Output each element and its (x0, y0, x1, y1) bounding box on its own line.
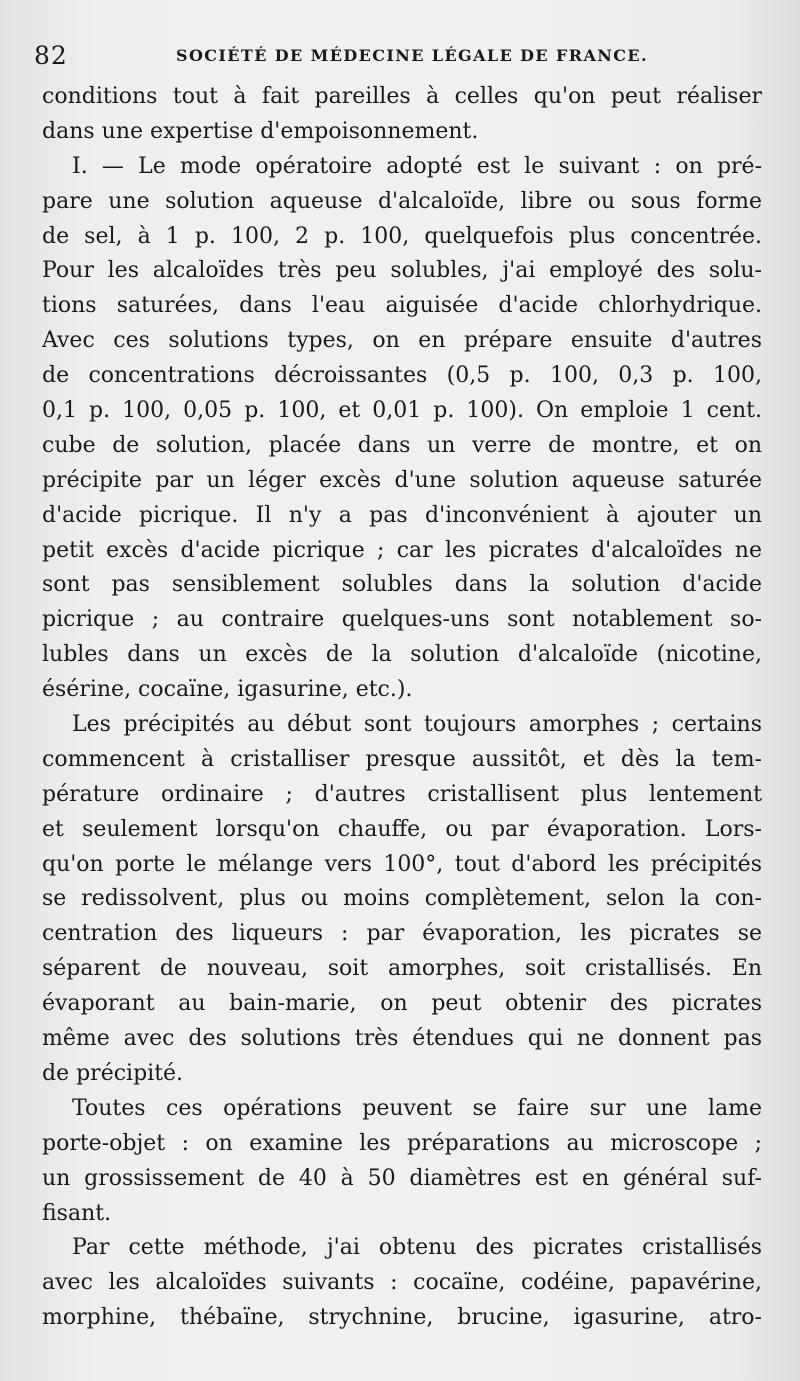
text-line: séparent de nouveau, soit amorphes, soit cristallisés. En (42, 956, 762, 982)
text-line: d'acide picrique. Il n'y a pas d'inconvénient à ajouter un (42, 502, 762, 528)
text-line: Avec ces solutions types, on en prépare ensuite d'autres (42, 328, 762, 354)
body-text (42, 80, 762, 1336)
text-line: de précipité. (42, 1060, 184, 1086)
text-line: de sel, à 1 p. 100, 2 p. 100, quelquefois plus concentrée. (42, 223, 762, 249)
text-line: même avec des solutions très étendues qui ne donnent pas (42, 1026, 762, 1052)
text-line: morphine, thébaïne, strychnine, brucine, igasurine, atro- (42, 1305, 762, 1331)
text-line: lubles dans un excès de la solution d'alcaloïde (nicotine, (42, 642, 762, 668)
text-line: précipite par un léger excès d'une solution aqueuse saturée (42, 467, 762, 493)
text-line: pare une solution aqueuse d'alcaloïde, libre ou sous forme (42, 188, 762, 214)
text-line: commencent à cristalliser presque aussitôt, et dès la tem- (42, 746, 762, 772)
text-line: 0,1 p. 100, 0,05 p. 100, et 0,01 p. 100). On emploie 1 cent. (42, 398, 762, 424)
text-line: centration des liqueurs : par évaporation, les picrates se (42, 921, 762, 947)
text-line: Par cette méthode, j'ai obtenu des picrates cristallisés (72, 1235, 762, 1261)
text-line: picrique ; au contraire quelques-uns sont notablement so- (42, 607, 762, 633)
running-head: SOCIÉTÉ DE MÉDECINE LÉGALE DE FRANCE. (176, 46, 648, 65)
text-line: ésérine, cocaïne, igasurine, etc.). (42, 677, 413, 703)
text-line: un grossissement de 40 à 50 diamètres est en général suf- (42, 1165, 762, 1191)
text-line: qu'on porte le mélange vers 100°, tout d'abord les précipités (42, 851, 762, 877)
text-line: Toutes ces opérations peuvent se faire sur une lame (72, 1095, 762, 1121)
text-line: Pour les alcaloïdes très peu solubles, j'ai employé des solu- (42, 258, 762, 284)
text-line: dans une expertise d'empoisonnement. (42, 118, 479, 144)
text-line: I. — Le mode opératoire adopté est le suivant : on pré- (72, 153, 762, 179)
text-line: conditions tout à fait pareilles à celles qu'on peut réaliser (42, 84, 762, 109)
text-line: sont pas sensiblement solubles dans la solution d'acide (42, 572, 762, 598)
text-line: de concentrations décroissantes (0,5 p. 100, 0,3 p. 100, (42, 363, 762, 389)
page-header (34, 40, 770, 72)
text-line: pérature ordinaire ; d'autres cristallisent plus lentement (42, 781, 762, 807)
text-line: avec les alcaloïdes suivants : cocaïne, codéine, papavérine, (42, 1270, 762, 1296)
text-line: cube de solution, placée dans un verre de montre, et on (42, 432, 762, 458)
text-line: évaporant au bain-marie, on peut obtenir des picrates (42, 991, 762, 1017)
text-line: fisant. (42, 1200, 112, 1226)
text-line: tions saturées, dans l'eau aiguisée d'acide chlorhydrique. (42, 293, 762, 319)
text-line: se redissolvent, plus ou moins complètement, selon la con- (42, 886, 762, 912)
page-number: 82 (34, 41, 68, 70)
text-line: Les précipités au début sont toujours amorphes ; certains (72, 712, 762, 738)
text-line: et seulement lorsqu'on chauffe, ou par évaporation. Lors- (42, 816, 762, 842)
text-line: porte-objet : on examine les préparations au microscope ; (42, 1130, 762, 1156)
text-line: petit excès d'acide picrique ; car les picrates d'alcaloïdes ne (42, 537, 762, 563)
